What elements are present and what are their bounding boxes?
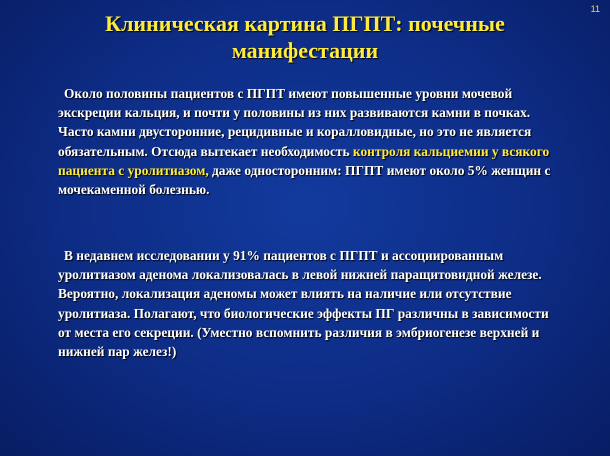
paragraph-adenoma-localization	[58, 246, 563, 361]
paragraph1-text-a: Около половины пациентов с ПГПТ имеют повышенные уровни мочевой экскреции кальция, и почти у половины из них развиваются камни в почках. Часто камни двусторонние, рецидивные и коралловидные, но это не является обязательным. Отсюда вытекает необходимость	[58, 86, 532, 159]
paragraph1-highlight: контроля кальциемии у всякого пациента с уролитиазом,	[58, 143, 550, 178]
page-number: 11	[590, 4, 600, 14]
slide-title-line1: Клиническая картина ПГПТ: почечные	[105, 11, 505, 36]
slide-title	[20, 10, 590, 64]
paragraph2-text: В недавнем исследовании у 91% пациентов с ПГПТ и ассоциированным уролитиазом аденома локализовалась в левой нижней паращитовидной железе. Вероятно, локализация аденомы может влиять на наличие или отсутствие уролитиаза. Полагают, что биологические эффекты ПГ различны в зависимости от места его секреции. (Уместно вспомнить различия в эмбриогенезе верхней и нижней пар желез!)	[58, 248, 549, 360]
paragraph1-text-b: даже односторонним: ПГПТ имеют около 5% женщин с мочекаменной болезнью.	[58, 162, 551, 198]
slide-title-line2: манифестации	[231, 38, 379, 63]
paragraph-renal-stones	[58, 84, 563, 199]
